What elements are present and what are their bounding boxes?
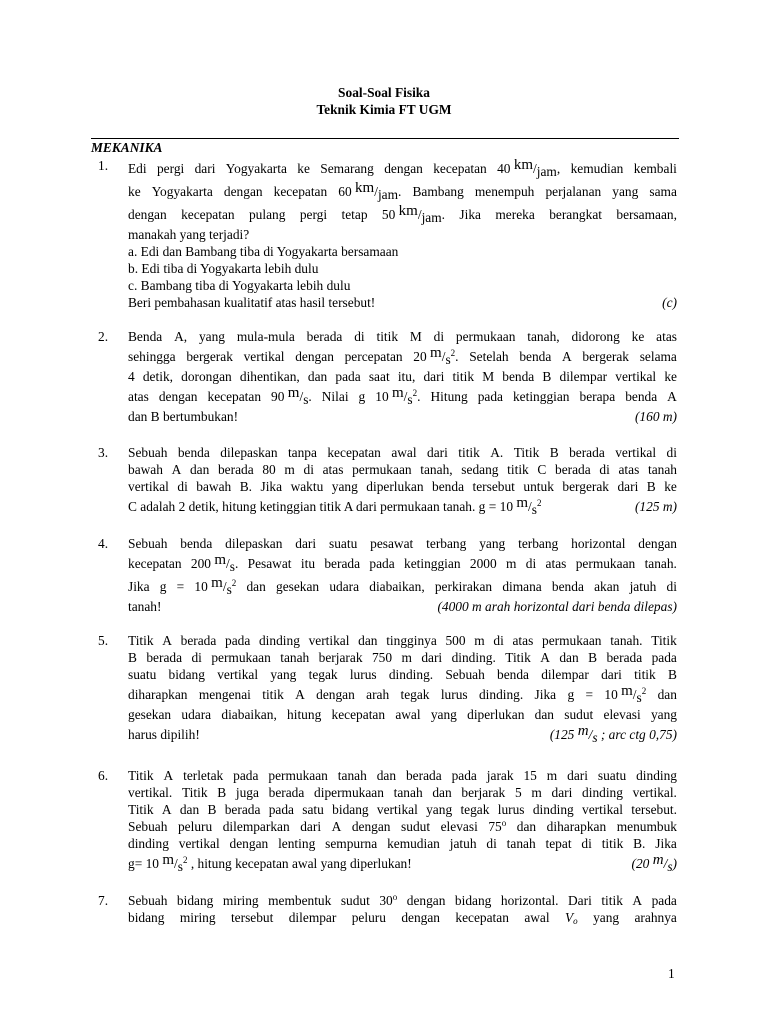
problem-line: B berada di permukaan tanah berjarak 750 m dari dinding. Titik A dan B berada pada xyxy=(128,650,677,665)
problem-line: manakah yang terjadi? xyxy=(128,227,250,242)
problem-number: 7. xyxy=(98,893,109,908)
problem-line: vertikal. Titik B juga berada dipermukaan tanah dan berjarak 5 m dari dinding vertikal. xyxy=(128,785,677,800)
problem-body xyxy=(128,444,677,518)
problem-line: Edi pergi dari Yogyakarta ke Semarang dengan kecepatan 40 km/jam, kemudian kembali xyxy=(128,157,677,179)
problem-line: harus dipilih! (125 m/s ; arc ctg 0,75) xyxy=(128,723,677,745)
problem-body xyxy=(128,157,677,311)
problem-body xyxy=(128,328,677,425)
problem-number: 6. xyxy=(98,768,109,783)
problem-answer: (4000 m arah horizontal dari benda dilepas) xyxy=(437,599,677,614)
problem-line: bawah A dan berada 80 m di atas permukaan tanah, sedang titik C berada di atas tanah xyxy=(128,462,677,477)
problem-line: Titik A berada pada dinding vertikal dan tingginya 500 m di atas permukaan tanah. Titik xyxy=(128,633,677,648)
problem-number: 3. xyxy=(98,445,109,460)
problem-line: suatu bidang vertikal yang tegak lurus dinding. Sebuah benda dilempar dari titik B xyxy=(128,667,677,682)
problem-line: ke Yogyakarta dengan kecepatan 60 km/jam. Bambang menempuh perjalanan yang sama xyxy=(128,180,677,202)
problem-line: b. Edi tiba di Yogyakarta lebih dulu xyxy=(128,261,319,276)
problem-number: 1. xyxy=(98,158,109,173)
problem-line: Jika g = 10 $m/s^2$ dan gesekan udara diabaikan, perkirakan dimana benda akan jatuh di xyxy=(128,575,677,597)
problem-line: vertikal di bawah B. Jika waktu yang diperlukan benda tersebut untuk bergerak dari B ke xyxy=(128,479,677,494)
problem-line: Titik A terletak pada permukaan tanah dan berada pada jarak 15 m dari suatu dinding xyxy=(128,768,677,783)
problem-answer: (20 m/s) xyxy=(631,852,677,874)
problem-line: diharapkan mengenai titik A dengan arah tegak lurus dinding. Jika g = 10 $m/s^2$ dan xyxy=(128,683,677,705)
document-subtitle: Teknik Kimia FT UGM xyxy=(316,102,452,117)
document-title: Soal-Soal Fisika xyxy=(338,85,430,100)
problem-number: 5. xyxy=(98,633,109,648)
problem-line: bidang miring tersebut dilempar peluru dengan kecepatan awal $V_o$ yang arahnya xyxy=(128,910,677,926)
problem-body xyxy=(128,535,677,615)
problem-body xyxy=(128,767,677,875)
page-number: 1 xyxy=(668,966,675,981)
problem-body xyxy=(128,892,677,926)
problem-line: dan B bertumbukan! (160 m) xyxy=(128,409,677,424)
problem-answer: (125 m) xyxy=(634,499,677,514)
problem-line: atas dengan kecepatan 90 m/s. Nilai g 10 $m/s^2$. Hitung pada ketinggian berapa benda A xyxy=(128,385,677,407)
problem-line: sehingga bergerak vertikal dengan percepatan 20 $m/s^2$. Setelah benda A bergerak selama xyxy=(128,345,677,367)
section-title: MEKANIKA xyxy=(91,140,163,155)
problem-line: Sebuah bidang miring membentuk sudut 30$^o$ dengan bidang horizontal. Dari titik A pada xyxy=(128,892,677,908)
problem-line: a. Edi dan Bambang tiba di Yogyakarta bersamaan xyxy=(128,244,399,259)
problem-line: tanah! (4000 m arah horizontal dari benda dilepas) xyxy=(128,599,677,614)
problem-line: Sebuah benda dilepaskan dari suatu pesawat terbang yang terbang horizontal dengan xyxy=(128,536,677,551)
problem-line: gesekan udara diabaikan, hitung kecepatan awal yang diperlukan dan sudut elevasi yang xyxy=(128,707,677,722)
header-divider xyxy=(91,138,679,139)
document-header xyxy=(0,84,768,118)
problem-line: C adalah 2 detik, hitung ketinggian titik A dari permukaan tanah. g = 10 $m/s^2$ (125 m) xyxy=(128,495,677,517)
problem-line: kecepatan 200 m/s. Pesawat itu berada pada ketinggian 2000 m di atas permukaan tanah. xyxy=(128,552,677,574)
problem-line: Benda A, yang mula-mula berada di titik M di permukaan tanah, didorong ke atas xyxy=(128,329,677,344)
problem-line: Titik A dan B berada pada satu bidang vertikal yang tegak lurus dinding vertikal tersebut. xyxy=(128,802,677,817)
problem-line: g= 10 $m/s^2$ , hitung kecepatan awal yang diperlukan! (20 m/s) xyxy=(128,852,677,874)
problem-answer: (c) xyxy=(662,295,677,310)
problem-line: Beri pembahasan kualitatif atas hasil tersebut! (c) xyxy=(128,295,677,310)
problem-number: 2. xyxy=(98,329,109,344)
problem-number: 4. xyxy=(98,536,109,551)
problem-line: Sebuah benda dilepaskan tanpa kecepatan awal dari titik A. Titik B berada vertikal di xyxy=(128,445,677,460)
problem-answer: (160 m) xyxy=(634,409,677,424)
problem-line: c. Bambang tiba di Yogyakarta lebih dulu xyxy=(128,278,351,293)
problem-line: dinding vertikal dengan lenting sempurna kemudian jatuh di tanah tepat di titik B. Jika xyxy=(128,836,677,851)
problem-line: Sebuah peluru dilemparkan dari A dengan sudut elevasi 75$^o$ dan diharapkan menumbuk xyxy=(128,818,677,834)
problem-line: 4 detik, dorongan dihentikan, dan pada saat itu, dari titik M benda B dilempar vertikal ke xyxy=(128,369,677,384)
problem-answer: (125 m/s ; arc ctg 0,75) xyxy=(549,723,677,745)
problem-line: dengan kecepatan pulang pergi tetap 50 km/jam. Jika mereka berangkat bersamaan, xyxy=(128,203,677,225)
problem-body xyxy=(128,632,677,746)
